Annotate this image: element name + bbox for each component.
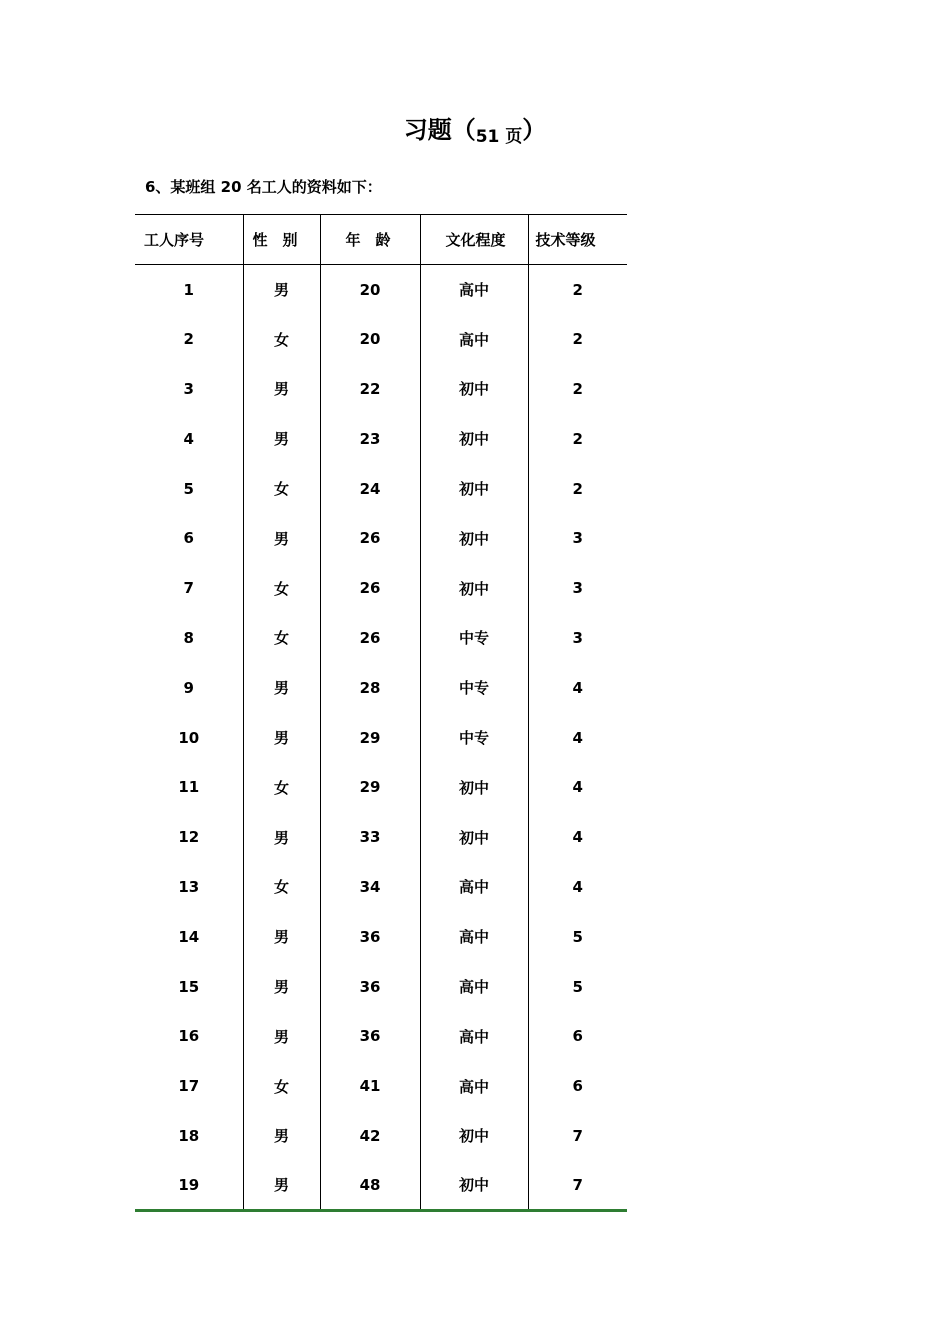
cell-education: 初中 xyxy=(420,513,528,563)
cell-skill-level: 5 xyxy=(572,927,583,946)
cell-skill-level: 3 xyxy=(572,579,583,598)
cell-gender: 男 xyxy=(243,812,320,862)
cell-age: 36 xyxy=(320,912,420,962)
cell-worker-number: 9 xyxy=(135,663,243,713)
cell-gender: 男 xyxy=(243,1161,320,1211)
cell-gender: 男 xyxy=(243,1011,320,1061)
cell-worker-number: 19 xyxy=(135,1161,243,1211)
table-row xyxy=(135,862,627,912)
cell-skill-level: 2 xyxy=(572,280,583,299)
cell-age: 24 xyxy=(320,464,420,514)
table-row xyxy=(135,713,627,763)
cell-education: 高中 xyxy=(420,862,528,912)
cell-gender: 男 xyxy=(243,414,320,464)
cell-education: 高中 xyxy=(420,314,528,364)
table-row xyxy=(135,464,627,514)
header-worker-number: 工人序号 xyxy=(135,215,243,265)
table-row xyxy=(135,563,627,613)
cell-worker-number: 10 xyxy=(135,713,243,763)
cell-skill-level: 4 xyxy=(572,877,583,896)
table-row xyxy=(135,812,627,862)
cell-education: 初中 xyxy=(420,563,528,613)
cell-age: 20 xyxy=(320,314,420,364)
cell-worker-number: 1 xyxy=(135,265,243,315)
cell-education: 初中 xyxy=(420,464,528,514)
cell-worker-number: 18 xyxy=(135,1111,243,1161)
page-title xyxy=(0,112,950,151)
cell-gender: 女 xyxy=(243,563,320,613)
cell-age: 34 xyxy=(320,862,420,912)
cell-education: 初中 xyxy=(420,364,528,414)
cell-skill-level: 4 xyxy=(572,828,583,847)
cell-worker-number: 11 xyxy=(135,762,243,812)
cell-age: 22 xyxy=(320,364,420,414)
worker-data-table xyxy=(135,214,627,1212)
table-row xyxy=(135,1011,627,1061)
header-education: 文化程度 xyxy=(420,215,528,265)
cell-education: 中专 xyxy=(420,713,528,763)
cell-worker-number: 16 xyxy=(135,1011,243,1061)
table-row xyxy=(135,265,627,315)
cell-age: 41 xyxy=(320,1061,420,1111)
cell-skill-level: 4 xyxy=(572,678,583,697)
cell-gender: 女 xyxy=(243,862,320,912)
title-close-paren: ） xyxy=(522,116,547,144)
cell-skill-level: 3 xyxy=(572,529,583,548)
cell-age: 42 xyxy=(320,1111,420,1161)
cell-skill-level: 4 xyxy=(572,778,583,797)
cell-skill-level: 4 xyxy=(572,728,583,747)
cell-education: 初中 xyxy=(420,1161,528,1211)
title-text: 习题 xyxy=(403,116,452,144)
cell-worker-number: 12 xyxy=(135,812,243,862)
cell-education: 初中 xyxy=(420,812,528,862)
cell-gender: 男 xyxy=(243,663,320,713)
cell-gender: 男 xyxy=(243,912,320,962)
question-text: 6、某班组 20 名工人的资料如下： xyxy=(145,178,382,196)
cell-education: 高中 xyxy=(420,1061,528,1111)
cell-education: 高中 xyxy=(420,265,528,315)
cell-gender: 女 xyxy=(243,1061,320,1111)
table-row xyxy=(135,912,627,962)
title-page-number: 51 页 xyxy=(475,127,523,147)
cell-worker-number: 6 xyxy=(135,513,243,563)
cell-worker-number: 7 xyxy=(135,563,243,613)
cell-gender: 女 xyxy=(243,464,320,514)
cell-age: 28 xyxy=(320,663,420,713)
cell-age: 36 xyxy=(320,1011,420,1061)
cell-skill-level: 2 xyxy=(572,429,583,448)
cell-education: 高中 xyxy=(420,962,528,1012)
table-row xyxy=(135,364,627,414)
cell-education: 中专 xyxy=(420,613,528,663)
table-row xyxy=(135,1161,627,1211)
header-gender: 性 别 xyxy=(243,215,320,265)
cell-skill-level: 7 xyxy=(572,1126,583,1145)
table-row xyxy=(135,613,627,663)
table-row xyxy=(135,1111,627,1161)
header-skill-level: 技术等级 xyxy=(528,215,627,265)
cell-age: 26 xyxy=(320,613,420,663)
table-row xyxy=(135,513,627,563)
cell-education: 高中 xyxy=(420,1011,528,1061)
cell-gender: 男 xyxy=(243,713,320,763)
cell-age: 48 xyxy=(320,1161,420,1211)
cell-worker-number: 14 xyxy=(135,912,243,962)
cell-worker-number: 3 xyxy=(135,364,243,414)
table-body xyxy=(135,265,627,1211)
cell-gender: 男 xyxy=(243,513,320,563)
cell-skill-level: 6 xyxy=(572,1027,583,1046)
cell-age: 26 xyxy=(320,563,420,613)
table-header-row xyxy=(135,215,627,265)
cell-gender: 女 xyxy=(243,762,320,812)
table-row xyxy=(135,962,627,1012)
cell-skill-level: 5 xyxy=(572,977,583,996)
cell-gender: 女 xyxy=(243,314,320,364)
cell-age: 20 xyxy=(320,265,420,315)
cell-age: 23 xyxy=(320,414,420,464)
cell-worker-number: 4 xyxy=(135,414,243,464)
cell-worker-number: 2 xyxy=(135,314,243,364)
cell-education: 初中 xyxy=(420,762,528,812)
cell-skill-level: 7 xyxy=(528,1161,627,1211)
table-row xyxy=(135,762,627,812)
cell-gender: 男 xyxy=(243,265,320,315)
cell-skill-level: 6 xyxy=(572,1077,583,1096)
cell-skill-level: 2 xyxy=(572,330,583,349)
cell-education: 初中 xyxy=(420,1111,528,1161)
cell-age: 26 xyxy=(320,513,420,563)
cell-age: 36 xyxy=(320,962,420,1012)
cell-worker-number: 8 xyxy=(135,613,243,663)
table-row xyxy=(135,314,627,364)
table-row xyxy=(135,1061,627,1111)
cell-worker-number: 13 xyxy=(135,862,243,912)
cell-education: 初中 xyxy=(420,414,528,464)
cell-skill-level: 3 xyxy=(572,628,583,647)
cell-age: 29 xyxy=(320,713,420,763)
cell-worker-number: 15 xyxy=(135,962,243,1012)
cell-worker-number: 17 xyxy=(135,1061,243,1111)
cell-age: 33 xyxy=(320,812,420,862)
table-row xyxy=(135,663,627,713)
cell-skill-level: 2 xyxy=(572,479,583,498)
cell-gender: 女 xyxy=(243,613,320,663)
header-age: 年 龄 xyxy=(320,215,420,265)
title-open-paren: （ xyxy=(451,116,476,144)
cell-age: 29 xyxy=(320,762,420,812)
cell-gender: 男 xyxy=(243,962,320,1012)
table-row xyxy=(135,414,627,464)
cell-education: 高中 xyxy=(420,912,528,962)
cell-worker-number: 5 xyxy=(135,464,243,514)
cell-gender: 男 xyxy=(243,1111,320,1161)
cell-education: 中专 xyxy=(420,663,528,713)
cell-skill-level: 2 xyxy=(572,379,583,398)
cell-gender: 男 xyxy=(243,364,320,414)
